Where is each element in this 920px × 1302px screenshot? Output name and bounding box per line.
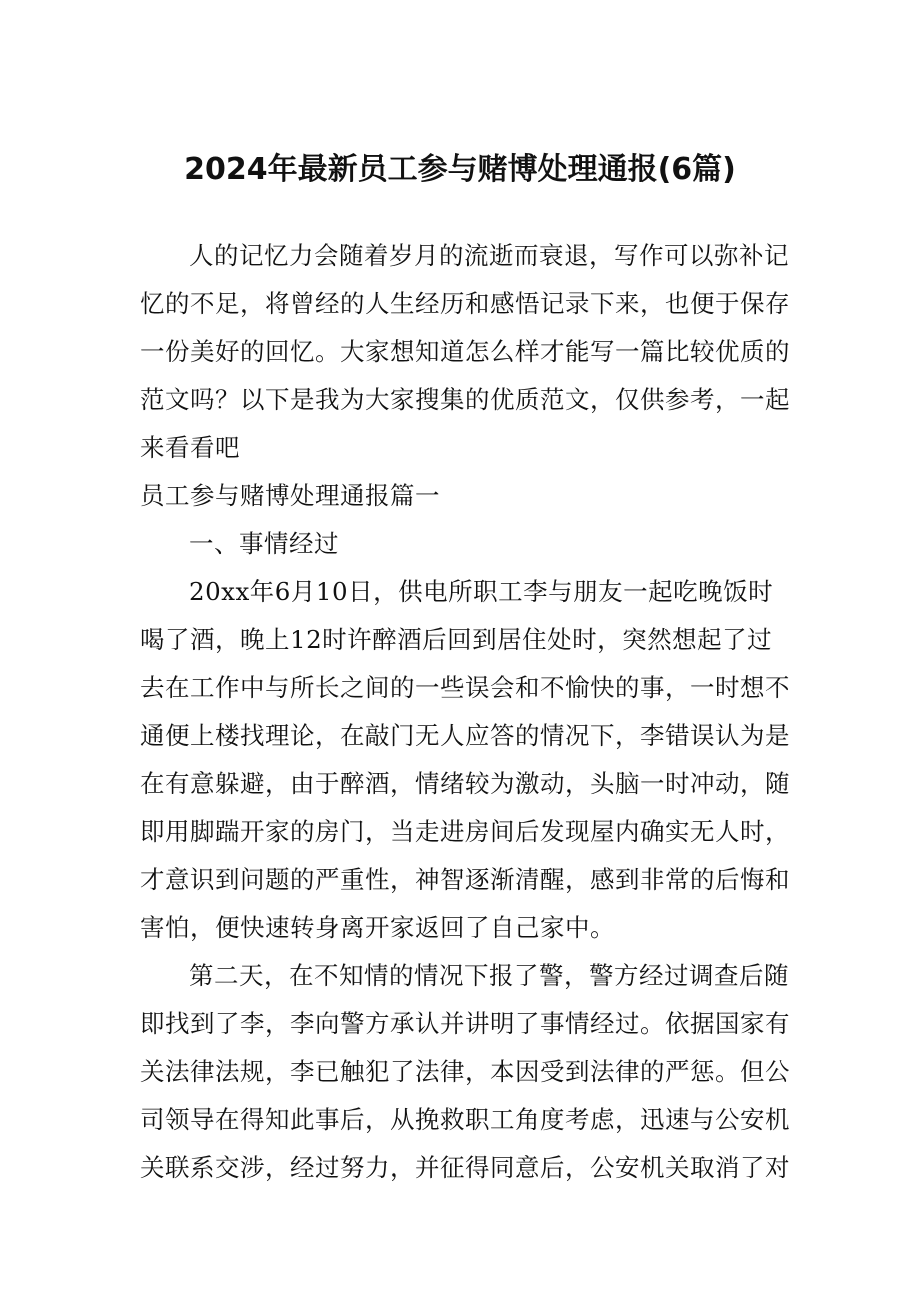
text-line: 人的记忆力会随着岁月的流逝而衰退，写作可以弥补记	[189, 241, 789, 270]
text-line: 一份美好的回忆。大家想知道怎么样才能写一篇比较优质的	[140, 337, 790, 366]
document-body	[140, 232, 790, 1192]
text-line: 去在工作中与所长之间的一些误会和不愉快的事，一时想不	[140, 673, 790, 702]
text-line: 即用脚踹开家的房门，当走进房间后发现屋内确实无人时，	[140, 817, 790, 846]
text-line: 来看看吧	[140, 433, 240, 462]
text-line: 司领导在得知此事后，从挽救职工角度考虑，迅速与公安机	[140, 1105, 790, 1134]
text-line: 范文吗？以下是我为大家搜集的优质范文，仅供参考，一起	[140, 385, 790, 414]
text-line: 在有意躲避，由于醉酒，情绪较为激动，头脑一时冲动，随	[140, 769, 790, 798]
text-line: 关联系交涉，经过努力，并征得同意后，公安机关取消了对	[140, 1153, 790, 1182]
text-line: 关法律法规，李已触犯了法律，本因受到法律的严惩。但公	[140, 1057, 790, 1086]
text-line: 即找到了李，李向警方承认并讲明了事情经过。依据国家有	[140, 1009, 790, 1038]
text-line: 通便上楼找理论，在敲门无人应答的情况下，李错误认为是	[140, 721, 790, 750]
text-line: 才意识到问题的严重性，神智逐渐清醒，感到非常的后悔和	[140, 865, 790, 894]
document-title: 2024年最新员工参与赌博处理通报(6篇)	[184, 152, 736, 187]
text-line: 忆的不足，将曾经的人生经历和感悟记录下来，也便于保存	[140, 289, 790, 318]
text-line: 害怕，便快速转身离开家返回了自己家中。	[140, 913, 615, 942]
text-line: 第二天，在不知情的情况下报了警，警方经过调查后随	[189, 961, 789, 990]
text-line: 员工参与赌博处理通报篇一	[140, 481, 440, 510]
text-line: 20xx年6月10日，供电所职工李与朋友一起吃晚饭时	[189, 577, 774, 606]
text-line: 一、事情经过	[189, 529, 339, 558]
text-line: 喝了酒，晚上12时许醉酒后回到居住处时，突然想起了过	[140, 625, 773, 654]
